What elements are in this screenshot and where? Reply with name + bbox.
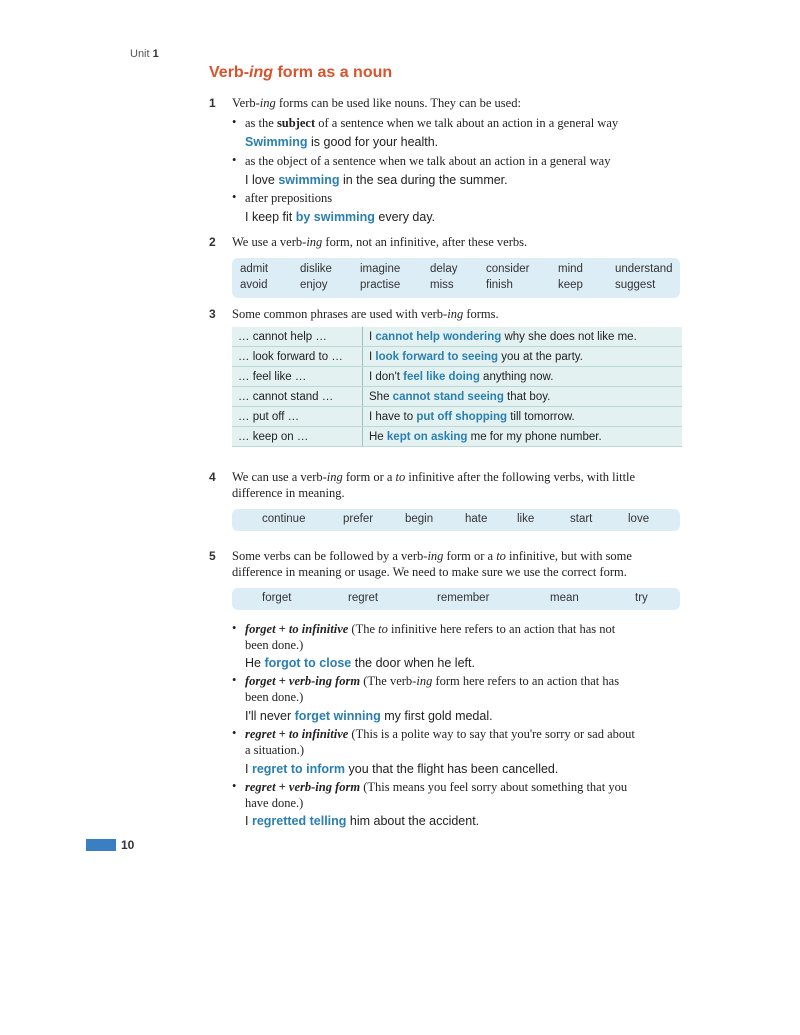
phrase-cell: … put off … [232, 407, 363, 427]
verb: delay [430, 263, 458, 275]
verb: love [628, 513, 650, 525]
usage-example-1: He forgot to close the door when he left. [245, 656, 475, 670]
section-1-number: 1 [209, 96, 216, 110]
example-cell: I look forward to seeing you at the party. [363, 347, 683, 367]
usage-item-2: forget + verb-ing form (The verb-ing form here refers to an action that has been done.) [245, 674, 620, 704]
table-row [232, 427, 682, 447]
section-1-bullet-3: after prepositions [245, 191, 333, 205]
page-number: 10 [121, 838, 135, 852]
section-2-number: 2 [209, 235, 216, 249]
section-3-text: Some common phrases are used with verb-ing forms. [232, 307, 499, 321]
section-1-bullet-2: as the object of a sentence when we talk about an action in a general way [245, 154, 611, 168]
table-row [232, 407, 682, 427]
verb: suggest [615, 279, 656, 291]
usage-item-4: regret + verb-ing form (This means you feel sorry about something that you have done.) [245, 780, 628, 810]
phrase-cell: … cannot help … [232, 327, 363, 347]
phrase-cell: … cannot stand … [232, 387, 363, 407]
section-5-number: 5 [209, 549, 216, 563]
verb: hate [465, 513, 488, 525]
verb: mean [550, 592, 579, 604]
example-cell: He kept on asking me for my phone number. [363, 427, 683, 447]
section-4-number: 4 [209, 470, 216, 484]
verb: enjoy [300, 279, 328, 291]
section-1-bullet-1: as the subject of a sentence when we talk about an action in a general way [245, 116, 619, 130]
verb-box-3 [232, 588, 680, 610]
example-cell: I have to put off shopping till tomorrow. [363, 407, 683, 427]
usage-example-4: I regretted telling him about the accident. [245, 814, 480, 828]
verb: like [517, 513, 535, 525]
verb: admit [240, 263, 269, 275]
verb: begin [405, 513, 434, 525]
page-title: Verb-ing form as a noun [209, 64, 393, 81]
section-3-number: 3 [209, 307, 216, 321]
example-cell: I cannot help wondering why she does not like me. [363, 327, 683, 347]
verb-box-1 [232, 258, 680, 298]
verb: try [635, 592, 648, 604]
table-row [232, 367, 682, 387]
verb: finish [486, 279, 513, 291]
verb: start [570, 513, 593, 525]
verb: miss [430, 279, 454, 291]
unit-label: Unit 1 [130, 48, 159, 60]
usage-item-1: forget + to infinitive (The to infinitive here refers to an action that has not been done.) [245, 622, 616, 652]
section-4-text: We can use a verb-ing form or a to infinitive after the following verbs, with little difference in meaning. [232, 470, 636, 500]
section-1-example-1: Swimming is good for your health. [245, 135, 439, 149]
phrase-table [232, 327, 682, 447]
section-5-text: Some verbs can be followed by a verb-ing form or a to infinitive, but with some difference in meaning or usage. We need to make sure we use the correct form. [232, 549, 632, 579]
section-2-text: We use a verb-ing form, not an infinitive, after these verbs. [232, 235, 528, 249]
verb: practise [360, 279, 401, 291]
example-cell: She cannot stand seeing that boy. [363, 387, 683, 407]
verb: avoid [240, 279, 268, 291]
table-row [232, 327, 682, 347]
example-cell: I don't feel like doing anything now. [363, 367, 683, 387]
verb: continue [262, 513, 306, 525]
usage-example-3: I regret to inform you that the flight has been cancelled. [245, 762, 559, 776]
verb: dislike [300, 263, 332, 275]
verb: prefer [343, 513, 374, 525]
verb: imagine [360, 263, 401, 275]
verb-box-2 [232, 509, 680, 531]
section-1-example-3: I keep fit by swimming every day. [245, 210, 436, 224]
verb: regret [348, 592, 379, 604]
verb: keep [558, 279, 583, 291]
phrase-cell: … keep on … [232, 427, 363, 447]
usage-example-2: I'll never forget winning my first gold medal. [245, 709, 493, 723]
verb: remember [437, 592, 490, 604]
section-1-intro: Verb-ing forms can be used like nouns. They can be used: [232, 96, 521, 110]
section-1-example-2: I love swimming in the sea during the summer. [245, 173, 508, 187]
page-number-bar [86, 839, 116, 851]
usage-item-3: regret + to infinitive (This is a polite way to say that you're sorry or sad about a situation.) [245, 727, 635, 757]
phrase-cell: … feel like … [232, 367, 363, 387]
verb: consider [486, 263, 530, 275]
phrase-cell: … look forward to … [232, 347, 363, 367]
table-row [232, 387, 682, 407]
verb: understand [615, 263, 673, 275]
verb: mind [558, 263, 583, 275]
verb: forget [262, 592, 292, 604]
table-row [232, 347, 682, 367]
